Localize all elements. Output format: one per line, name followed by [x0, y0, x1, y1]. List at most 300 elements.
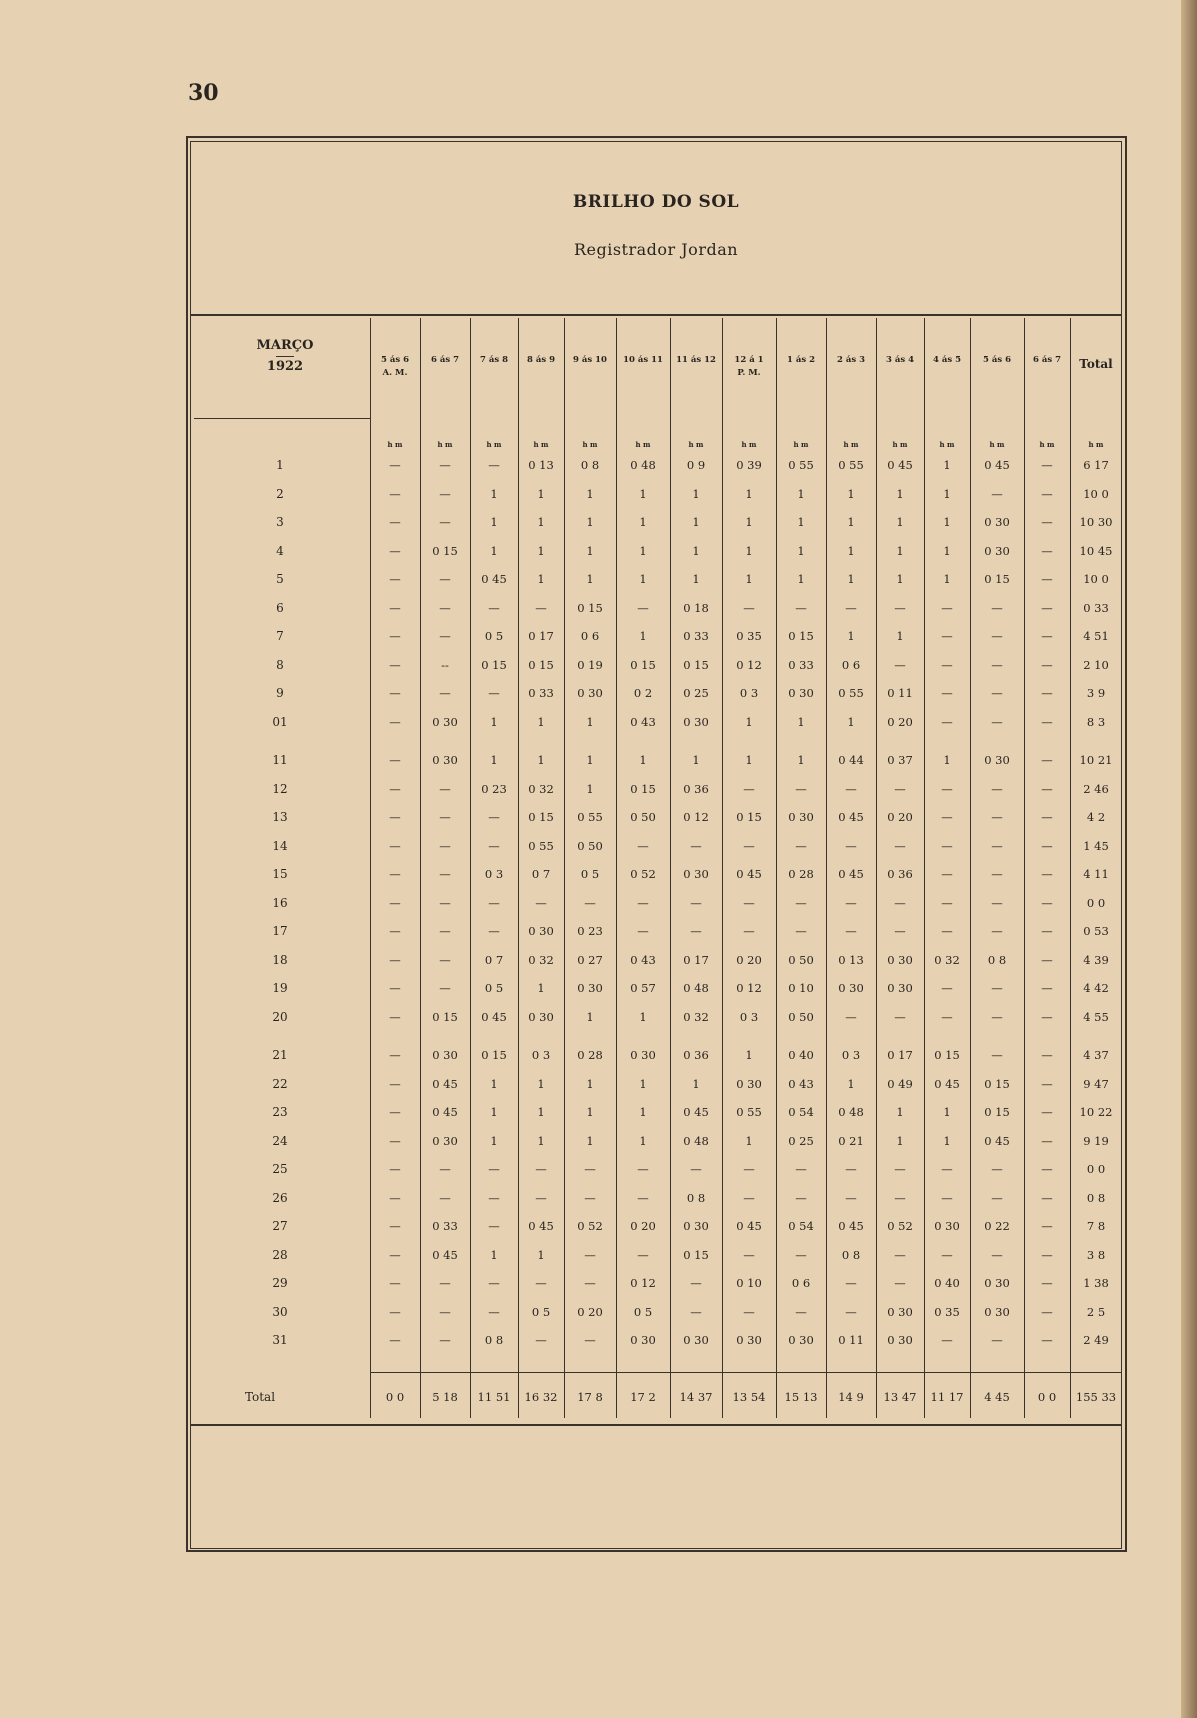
table-cell: 0 52	[630, 867, 656, 881]
table-cell: —	[991, 1162, 1003, 1176]
column-header	[470, 354, 518, 367]
table-cell: —	[991, 1333, 1003, 1347]
table-cell: —	[743, 781, 755, 796]
table-cell: —	[637, 895, 649, 910]
table-cell: 0 50	[577, 838, 603, 853]
table-cell: 1	[692, 486, 700, 501]
table-cell: 0 43	[788, 1076, 814, 1091]
table-cell: 0 28	[788, 867, 814, 881]
table-cell: 0 30	[683, 714, 709, 729]
table-cell: —	[389, 838, 401, 853]
table-cell: —	[389, 1219, 401, 1233]
day-label: 12	[272, 781, 288, 796]
table-cell: —	[389, 572, 401, 586]
table-cell: 0 33	[788, 657, 814, 672]
table-cell: 0 19	[577, 657, 603, 672]
table-cell: —	[991, 981, 1003, 995]
table-cell: —	[1041, 458, 1053, 472]
table-cell: —	[439, 686, 451, 700]
table-cell: 1	[943, 458, 951, 472]
table-cell: —	[991, 686, 1003, 700]
table-cell: —	[389, 924, 401, 938]
table-cell: —	[1041, 1105, 1053, 1119]
table-cell: 1	[490, 543, 498, 558]
table-cell: —	[1041, 838, 1053, 853]
table-cell: —	[743, 895, 755, 910]
table-cell: 0 15	[984, 1105, 1010, 1119]
table-cell: —	[795, 600, 807, 615]
table-cell: —	[1041, 1162, 1053, 1176]
table-cell: 0 8	[1086, 1190, 1106, 1205]
table-cell: 0 20	[887, 714, 913, 729]
table-cell: 0 30	[788, 1333, 814, 1347]
table-cell: 1	[896, 515, 904, 529]
table-cell: 0 45	[528, 1219, 554, 1233]
table-cell: 0 36	[683, 781, 709, 796]
table-cell: 1	[896, 629, 904, 643]
table-cell: —	[894, 1009, 906, 1024]
table-cell: —	[795, 1190, 807, 1205]
table-cell: 1	[537, 486, 545, 501]
table-cell: —	[894, 781, 906, 796]
table-cell: 0 8	[987, 952, 1007, 967]
table-cell: 0 52	[887, 1219, 913, 1233]
table-cell: —	[584, 1333, 596, 1347]
table-cell: 0 15	[736, 810, 762, 824]
table-cell: 1	[586, 486, 594, 501]
day-label: 13	[272, 810, 288, 824]
table-cell: 0 12	[736, 657, 762, 672]
table-cell: —	[488, 924, 500, 938]
table-cell: 0 5	[633, 1304, 653, 1319]
table-cell: —	[1041, 714, 1053, 729]
table-cell: 0 45	[432, 1105, 458, 1119]
table-cell: —	[389, 1133, 401, 1148]
day-label: 01	[272, 714, 288, 729]
table-cell: —	[991, 810, 1003, 824]
month-rule	[276, 356, 294, 357]
column-header	[776, 354, 826, 367]
table-cell: 0 55	[528, 838, 554, 853]
table-cell: —	[439, 600, 451, 615]
header-divider	[190, 314, 1122, 316]
table-cell: 0 7	[484, 952, 504, 967]
table-cell: —	[743, 1304, 755, 1319]
table-cell: 0 10	[788, 981, 814, 995]
unit-label: h m	[843, 440, 859, 449]
table-cell: 0 32	[934, 952, 960, 967]
column-header-label: 6 ás 7	[430, 355, 460, 365]
table-cell: 0 15	[577, 600, 603, 615]
table-cell: —	[1041, 657, 1053, 672]
table-cell: —	[894, 895, 906, 910]
table-cell: --	[441, 657, 449, 672]
table-cell: 1	[639, 629, 647, 643]
table-cell: —	[1041, 781, 1053, 796]
table-cell: 1	[943, 753, 951, 767]
table-cell: —	[991, 486, 1003, 501]
table-cell: 10 21	[1079, 753, 1113, 767]
table-cell: 1	[797, 486, 805, 501]
table-cell: —	[389, 600, 401, 615]
table-cell: 1	[943, 515, 951, 529]
column-header	[876, 354, 924, 367]
table-cell: 1	[537, 543, 545, 558]
table-cell: 1	[639, 515, 647, 529]
page-number: 30	[188, 80, 219, 106]
table-cell: —	[941, 924, 953, 938]
table-cell: 0 44	[838, 753, 864, 767]
table-cell: —	[439, 952, 451, 967]
column-header	[924, 354, 970, 367]
table-cell: —	[845, 1009, 857, 1024]
table-cell: 0 5	[484, 629, 504, 643]
table-cell: 0 17	[887, 1048, 913, 1062]
table-cell: —	[389, 952, 401, 967]
table-cell: —	[488, 1276, 500, 1290]
table-cell: 3 9	[1086, 686, 1106, 700]
total-cell: 17 8	[577, 1390, 603, 1404]
table-cell: —	[894, 1162, 906, 1176]
table-cell: —	[1041, 515, 1053, 529]
table-cell: 1	[586, 515, 594, 529]
total-cell: 16 32	[524, 1390, 558, 1404]
column-header-label: 3 ás 4	[885, 355, 915, 365]
table-cell: 0 32	[528, 952, 554, 967]
table-cell: 1	[797, 515, 805, 529]
table-cell: —	[743, 1190, 755, 1205]
table-cell: 1	[639, 753, 647, 767]
table-cell: 0 30	[984, 753, 1010, 767]
table-cell: 7 8	[1086, 1219, 1106, 1233]
table-cell: —	[894, 924, 906, 938]
table-cell: 10 0	[1083, 486, 1109, 501]
table-cell: —	[991, 714, 1003, 729]
table-cell: —	[690, 1162, 702, 1176]
table-cell: 0 52	[577, 1219, 603, 1233]
table-cell: 1	[896, 543, 904, 558]
table-cell: 1	[537, 1133, 545, 1148]
table-cell: —	[690, 1304, 702, 1319]
table-cell: —	[1041, 1304, 1053, 1319]
table-cell: —	[743, 838, 755, 853]
table-cell: 0 15	[934, 1048, 960, 1062]
table-cell: —	[637, 1247, 649, 1262]
table-cell: 0 5	[580, 867, 600, 881]
table-cell: —	[439, 981, 451, 995]
table-cell: —	[389, 1333, 401, 1347]
table-cell: 0 9	[686, 458, 706, 472]
table-cell: —	[991, 1247, 1003, 1262]
table-cell: —	[488, 838, 500, 853]
total-cell: 4 45	[984, 1390, 1010, 1404]
table-cell: 1	[692, 753, 700, 767]
table-cell: 0 30	[432, 1048, 458, 1062]
table-cell: —	[941, 781, 953, 796]
column-header-label: 2 ás 3	[836, 355, 866, 365]
table-cell: 4 51	[1083, 629, 1109, 643]
table-cell: —	[1041, 952, 1053, 967]
table-cell: 0 12	[630, 1276, 656, 1290]
day-label: 2	[276, 486, 284, 501]
table-cell: —	[941, 1190, 953, 1205]
table-cell: 1	[745, 515, 753, 529]
table-cell: 0 15	[683, 1247, 709, 1262]
table-cell: 4 11	[1083, 867, 1109, 881]
table-cell: 1	[586, 1076, 594, 1091]
table-cell: 1	[639, 1076, 647, 1091]
table-cell: 0 20	[887, 810, 913, 824]
table-cell: 0 48	[838, 1105, 864, 1119]
table-cell: 0 48	[683, 1133, 709, 1148]
column-header	[722, 354, 776, 380]
table-cell: —	[991, 1048, 1003, 1062]
column-header	[518, 354, 564, 367]
unit-label: h m	[688, 440, 704, 449]
table-cell: —	[488, 600, 500, 615]
table-cell: —	[991, 838, 1003, 853]
table-cell: 0 45	[432, 1076, 458, 1091]
table-cell: —	[894, 1247, 906, 1262]
table-cell: —	[845, 1276, 857, 1290]
table-cell: —	[795, 1304, 807, 1319]
table-cell: 0 6	[841, 657, 861, 672]
table-cell: —	[439, 515, 451, 529]
page-subtitle: Registrador Jordan	[573, 240, 739, 259]
table-cell: —	[1041, 1076, 1053, 1091]
table-cell: 0 30	[683, 1219, 709, 1233]
table-cell: —	[439, 867, 451, 881]
table-cell: 1	[537, 753, 545, 767]
table-cell: 1	[847, 486, 855, 501]
table-cell: 1	[586, 1105, 594, 1119]
table-cell: 0 33	[528, 686, 554, 700]
table-cell: 0 15	[432, 1009, 458, 1024]
table-cell: —	[690, 1276, 702, 1290]
table-cell: —	[439, 1333, 451, 1347]
column-header-label: 11 ás 12	[676, 355, 716, 365]
table-cell: 0 15	[630, 657, 656, 672]
table-cell: 0 30	[630, 1048, 656, 1062]
table-cell: 1	[586, 781, 594, 796]
table-cell: 1	[537, 1247, 545, 1262]
table-cell: —	[535, 1333, 547, 1347]
table-cell: 0 55	[736, 1105, 762, 1119]
table-cell: —	[1041, 1333, 1053, 1347]
month-name: MARÇO	[256, 338, 314, 353]
unit-label: h m	[387, 440, 403, 449]
table-cell: —	[439, 1162, 451, 1176]
table-cell: —	[637, 1190, 649, 1205]
table-cell: —	[894, 1190, 906, 1205]
table-cell: —	[795, 1247, 807, 1262]
table-cell: —	[389, 981, 401, 995]
table-cell: —	[690, 838, 702, 853]
table-cell: 10 22	[1079, 1105, 1113, 1119]
table-cell: 10 30	[1079, 515, 1113, 529]
day-label: 17	[272, 924, 288, 938]
table-cell: 0 13	[838, 952, 864, 967]
table-cell: —	[991, 781, 1003, 796]
table-cell: —	[1041, 1247, 1053, 1262]
table-cell: 1	[639, 1133, 647, 1148]
table-cell: 0 15	[528, 657, 554, 672]
table-cell: 0 5	[484, 981, 504, 995]
table-cell: —	[389, 753, 401, 767]
table-cell: 0 15	[432, 543, 458, 558]
table-cell: 0 30	[788, 686, 814, 700]
table-cell: 0 45	[838, 810, 864, 824]
table-cell: 0 30	[577, 686, 603, 700]
table-cell: 0 30	[736, 1333, 762, 1347]
day-label: 30	[272, 1304, 288, 1319]
table-cell: —	[488, 895, 500, 910]
table-cell: 0 30	[630, 1333, 656, 1347]
table-cell: 1	[847, 629, 855, 643]
table-cell: 1	[639, 543, 647, 558]
table-cell: —	[389, 895, 401, 910]
column-header	[564, 354, 616, 367]
table-cell: —	[941, 1333, 953, 1347]
table-cell: 0 8	[686, 1190, 706, 1205]
table-cell: 4 2	[1086, 810, 1106, 824]
table-cell: 1	[692, 515, 700, 529]
table-cell: 0 30	[683, 867, 709, 881]
table-cell: 0 36	[683, 1048, 709, 1062]
table-cell: —	[439, 458, 451, 472]
day-label: 11	[272, 753, 288, 767]
table-cell: 0 55	[788, 458, 814, 472]
unit-label: h m	[892, 440, 908, 449]
table-cell: —	[389, 810, 401, 824]
table-cell: —	[894, 600, 906, 615]
unit-label: h m	[533, 440, 549, 449]
table-cell: 1	[847, 1076, 855, 1091]
table-cell: 0 30	[934, 1219, 960, 1233]
table-cell: 0 45	[838, 1219, 864, 1233]
table-cell: 1	[797, 572, 805, 586]
table-cell: —	[941, 686, 953, 700]
table-cell: —	[439, 781, 451, 796]
table-cell: —	[439, 629, 451, 643]
table-cell: 0 27	[577, 952, 603, 967]
day-label: 24	[272, 1133, 288, 1148]
table-cell: —	[1041, 1276, 1053, 1290]
table-cell: 0 7	[531, 867, 551, 881]
table-cell: —	[488, 686, 500, 700]
table-cell: 1	[896, 1105, 904, 1119]
table-cell: 0 25	[683, 686, 709, 700]
table-cell: —	[535, 1190, 547, 1205]
table-cell: 1	[692, 572, 700, 586]
table-cell: —	[690, 895, 702, 910]
table-cell: —	[389, 686, 401, 700]
table-cell: —	[991, 867, 1003, 881]
page-title: BRILHO DO SOL	[572, 192, 740, 212]
column-header	[670, 354, 722, 367]
table-cell: —	[941, 838, 953, 853]
table-cell: 0 48	[683, 981, 709, 995]
table-cell: 1 38	[1083, 1276, 1109, 1290]
day-label: 19	[272, 981, 288, 995]
table-cell: 4 39	[1083, 952, 1109, 967]
table-cell: —	[488, 1219, 500, 1233]
column-header	[1024, 354, 1070, 367]
total-cell: 14 37	[679, 1390, 713, 1404]
table-cell: 0 3	[739, 686, 759, 700]
day-label: 22	[272, 1076, 288, 1091]
day-label: 26	[272, 1190, 288, 1205]
table-cell: —	[845, 924, 857, 938]
table-cell: —	[439, 810, 451, 824]
table-cell: —	[941, 810, 953, 824]
table-cell: 0 33	[1083, 600, 1109, 615]
column-header	[970, 354, 1024, 367]
table-cell: 0 3	[739, 1009, 759, 1024]
total-cell: 0 0	[385, 1390, 405, 1404]
table-cell: 0 30	[577, 981, 603, 995]
table-cell: —	[389, 515, 401, 529]
day-label: 14	[272, 838, 288, 853]
total-cell: 14 9	[838, 1390, 864, 1404]
table-cell: 0 30	[528, 924, 554, 938]
table-cell: 1	[745, 572, 753, 586]
table-cell: —	[845, 1304, 857, 1319]
table-cell: 0 10	[736, 1276, 762, 1290]
table-cell: 1	[490, 1247, 498, 1262]
table-cell: —	[637, 600, 649, 615]
table-cell: 0 57	[630, 981, 656, 995]
column-header-label: 5 ás 6	[982, 355, 1012, 365]
table-cell: 0 55	[838, 458, 864, 472]
table-cell: —	[389, 1009, 401, 1024]
column-header	[1070, 358, 1122, 371]
table-cell: 0 3	[531, 1048, 551, 1062]
table-cell: —	[795, 895, 807, 910]
table-cell: —	[439, 838, 451, 853]
table-cell: —	[1041, 686, 1053, 700]
table-cell: —	[795, 781, 807, 796]
table-cell: —	[637, 1162, 649, 1176]
day-label: 29	[272, 1276, 288, 1290]
table-cell: 0 30	[788, 810, 814, 824]
table-cell: 0 30	[736, 1076, 762, 1091]
table-cell: 0 30	[432, 714, 458, 729]
table-cell: 0 45	[736, 867, 762, 881]
table-cell: —	[389, 1247, 401, 1262]
day-label: 25	[272, 1162, 288, 1176]
table-cell: —	[439, 1190, 451, 1205]
table-cell: 0 30	[984, 1276, 1010, 1290]
table-cell: —	[584, 1190, 596, 1205]
table-cell: —	[845, 838, 857, 853]
table-cell: —	[1041, 924, 1053, 938]
table-cell: —	[690, 924, 702, 938]
table-cell: 1	[797, 714, 805, 729]
table-cell: 1	[490, 1133, 498, 1148]
unit-label: h m	[582, 440, 598, 449]
table-cell: 0 30	[887, 981, 913, 995]
table-cell: 0 30	[887, 952, 913, 967]
total-cell: 13 47	[883, 1390, 917, 1404]
table-cell: —	[743, 600, 755, 615]
column-header	[420, 354, 470, 367]
table-cell: 1	[490, 1105, 498, 1119]
total-divider	[370, 1372, 1122, 1373]
table-cell: —	[894, 838, 906, 853]
table-cell: 0 30	[838, 981, 864, 995]
unit-label: h m	[486, 440, 502, 449]
